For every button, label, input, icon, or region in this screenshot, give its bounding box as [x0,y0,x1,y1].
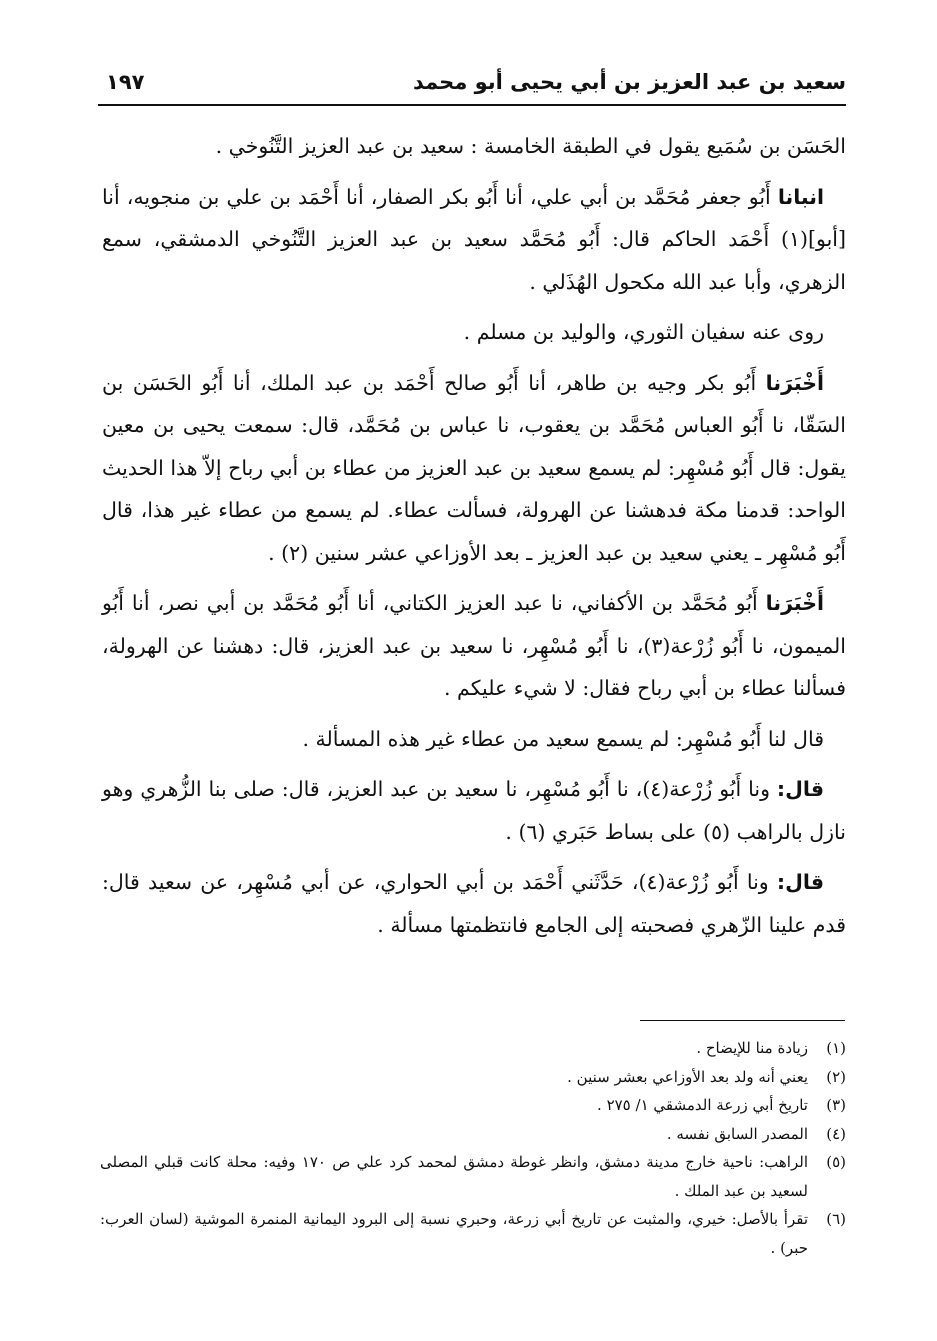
isnad-keyword: أَخْبَرَنا [765,370,824,395]
paragraph-8 [102,861,846,946]
footnote-text: تقرأ بالأصل: خيري، والمثبت عن تاريخ أبي زرعة، وحبري نسبة إلى البرود اليمانية المنمرة الموشية (لسان العرب: حبر) . [100,1210,808,1257]
footnote-4 [100,1120,846,1149]
paragraph-text: أَبُو بكر وجيه بن طاهر، أنا أَبُو صالح أَحْمَد بن عبد الملك، أنا أَبُو الحَسَن بن السَقّا، نا أَبُو العباس مُحَمَّد بن يعقوب، نا عباس بن مُحَمَّد، قال: سمعت يحيى بن معين يقول: قال أَبُو مُسْهِر: لم يسمع سعيد بن عبد العزيز من عطاء بن أبي رباح إلاّ هذا الحديث الواحد: قدمنا مكة فدهشنا عن الهرولة، فسألت عطاء. لم يسمع من عطاء غير هذا، قال أَبُو مُسْهِر ـ يعني سعيد بن عبد العزيز ـ بعد الأوزاعي عشر سنين (٢) . [102,370,846,565]
header-rule [98,104,846,106]
footnote-6 [100,1205,846,1262]
footnote-text: زيادة منا للإيضاح . [696,1039,808,1057]
main-text [102,125,846,954]
paragraph-text: أَبُو مُحَمَّد بن الأكفاني، نا عبد العزيز الكتاني، أنا أَبُو مُحَمَّد بن أبي نصر، أنا أَبُو الميمون، نا أَبُو زُرْعة(٣)، نا أَبُو مُسْهِر، نا سعيد بن عبد العزيز، قال: دهشنا عن الهرولة، فسألنا عطاء بن أبي رباح فقال: لا شيء عليكم . [102,591,846,700]
paragraph-5 [102,582,846,710]
paragraph-text: قال لنا أَبُو مُسْهِر: لم يسمع سعيد من عطاء غير هذه المسألة . [302,726,824,751]
page-number: ١٩٧ [106,70,145,94]
footnote-5 [100,1148,846,1205]
footnote-text: الراهب: ناحية خارج مدينة دمشق، وانظر غوطة دمشق لمحمد كرد علي ص ١٧٠ وفيه: محلة كانت قبلي المصلى لسعيد بن عبد الملك . [100,1153,808,1200]
footnotes [100,1034,846,1262]
footnote-number: (٦) [826,1210,846,1228]
paragraph-text: الحَسَن بن سُمَيع يقول في الطبقة الخامسة : سعيد بن عبد العزيز التَّنُوخي . [215,134,846,158]
paragraph-text: روى عنه سفيان الثوري، والوليد بن مسلم . [463,320,824,344]
footnote-text: يعني أنه ولد بعد الأوزاعي بعشر سنين . [567,1067,808,1086]
isnad-keyword: قال: [776,777,824,801]
paragraph-6 [102,718,846,761]
running-head: سعيد بن عبد العزيز بن أبي يحيى أبو محمد [412,70,846,94]
footnote-2 [100,1063,846,1092]
footnote-number: (٣) [826,1096,846,1114]
page-header [98,62,846,102]
paragraph-4 [102,362,846,575]
footnote-number: (٥) [826,1153,846,1171]
paragraph-1 [102,125,846,168]
paragraph-7 [102,768,846,853]
footnote-3 [100,1091,846,1120]
isnad-keyword: قال: [776,870,824,894]
footnote-number: (٢) [826,1067,846,1086]
footnote-text: تاريخ أبي زرعة الدمشقي ١/ ٢٧٥ . [597,1096,808,1114]
footnote-text: المصدر السابق نفسه . [666,1124,808,1143]
isnad-keyword: أَخْبَرَنا [765,591,824,615]
footnote-number: (٤) [826,1124,846,1143]
paragraph-text: أَبُو جعفر مُحَمَّد بن أبي علي، أنا أَبُو بكر الصفار، أنا أَحْمَد بن علي بن منجويه، أنا [أبو](١) أَحْمَد الحاكم قال: أَبُو مُحَمَّد سعيد بن عبد العزيز التَّنُوخي الدمشقي، سمع الزهري، وأبا عبد الله مكحول الهُذَلي . [102,184,846,294]
footnote-rule [640,1020,845,1021]
paragraph-3 [102,311,846,354]
footnote-1 [100,1034,846,1063]
paragraph-text: ونا أَبُو زُرْعة(٤)، نا أَبُو مُسْهِر، نا سعيد بن عبد العزيز، قال: صلى بنا الزُّهري وهو نازل بالراهب (٥) على بساط حَبَري (٦) . [102,777,846,844]
footnote-number: (١) [826,1039,846,1057]
isnad-keyword: انبانا [777,184,824,209]
paragraph-2 [102,176,846,304]
paragraph-text: ونا أَبُو زُرْعة(٤)، حَدَّثَني أَحْمَد بن أبي الحواري، عن أبي مُسْهِر، عن سعيد قال: قدم علينا الزّهري فصحبته إلى الجامع فانتظمتها مسألة . [102,870,846,937]
